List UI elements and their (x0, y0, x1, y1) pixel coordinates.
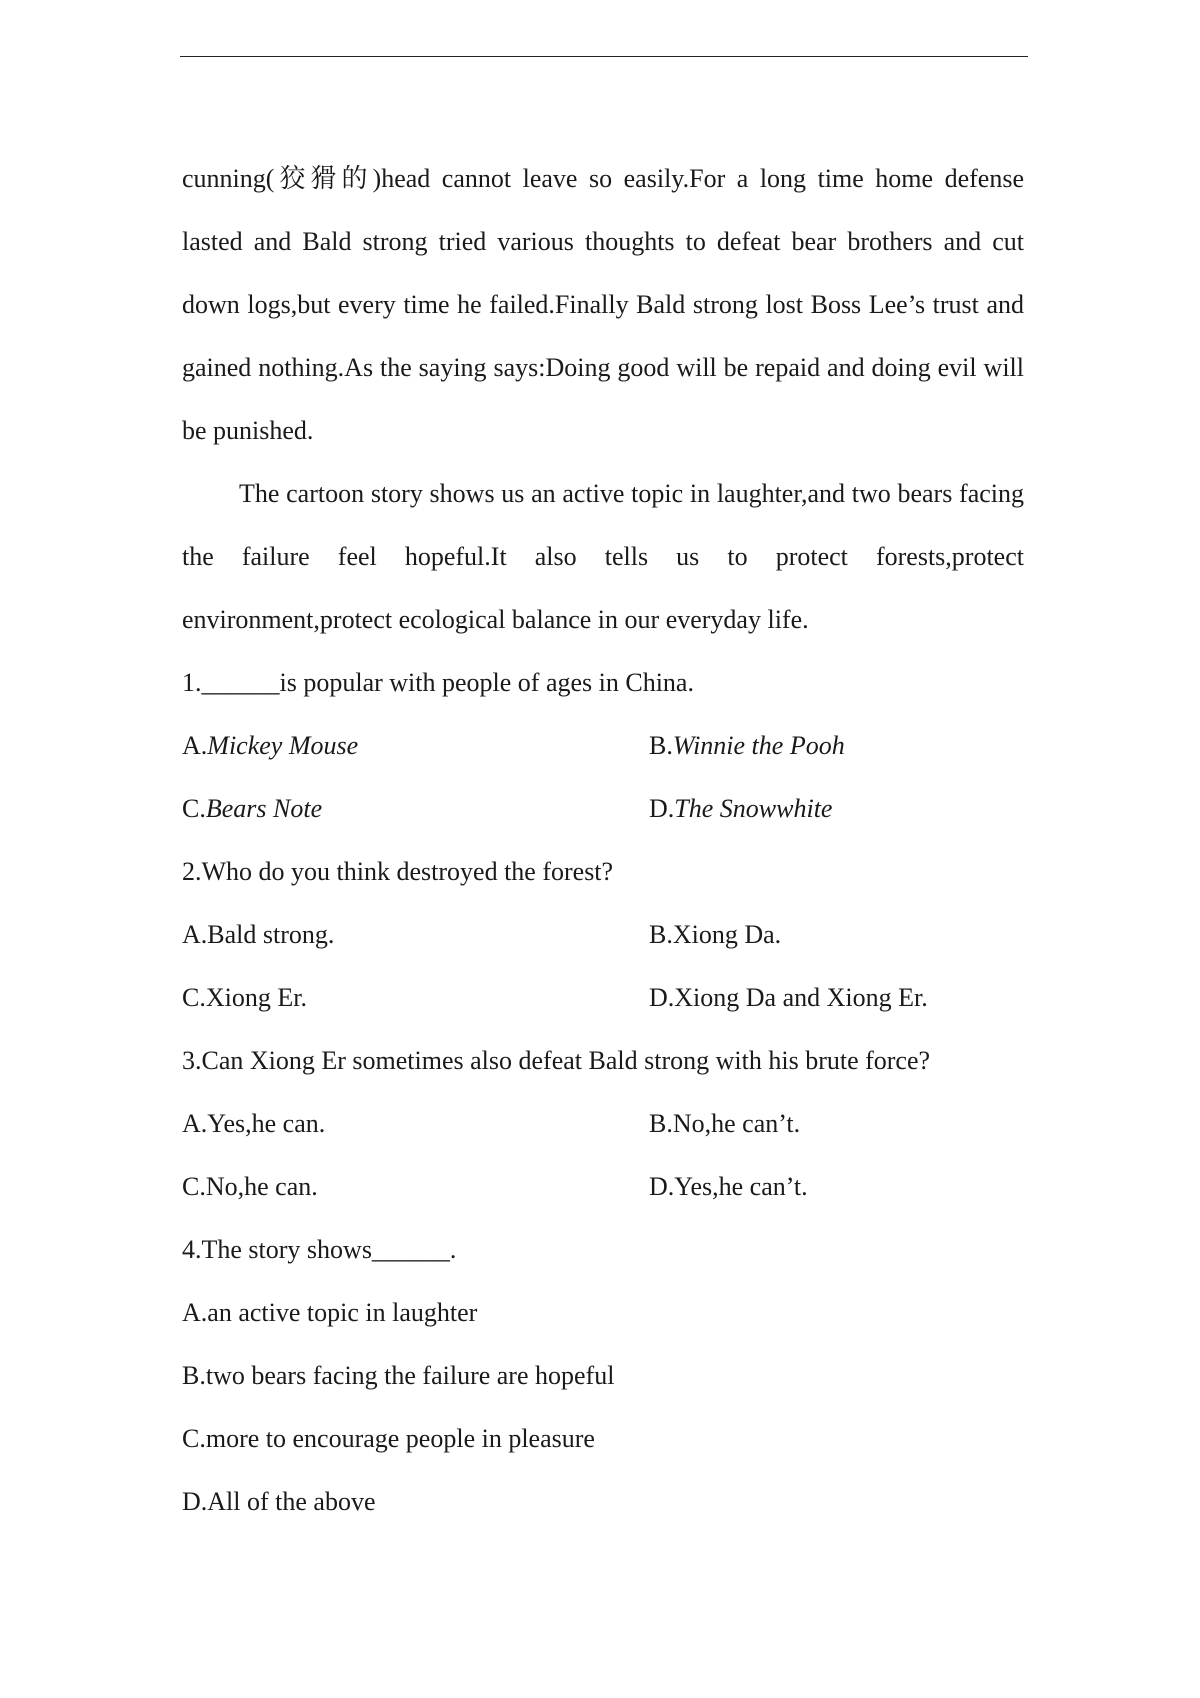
option-text: All of the above (207, 1487, 376, 1516)
question-4-option-a[interactable] (182, 1281, 1024, 1344)
question-3-options-row-1 (182, 1092, 1024, 1155)
question-1-option-a[interactable] (182, 714, 649, 777)
option-text: two bears facing the failure are hopeful (205, 1361, 615, 1390)
option-text: Yes,he can’t. (674, 1172, 808, 1201)
option-text: Bears Note (205, 794, 323, 823)
page-content (182, 147, 1024, 1533)
option-text: an active topic in laughter (207, 1298, 478, 1327)
option-letter: B. (182, 1361, 206, 1390)
option-letter: D. (649, 983, 675, 1012)
option-text: Xiong Da. (672, 920, 782, 949)
question-2-option-d[interactable] (649, 966, 928, 1029)
option-text: No,he can’t. (672, 1109, 801, 1138)
question-2-options-row-1 (182, 903, 1024, 966)
question-4-option-c[interactable] (182, 1407, 1024, 1470)
question-3-options-row-2 (182, 1155, 1024, 1218)
passage-paragraph-1: cunning(狡猾的)head cannot leave so easily.For a long time home defense lasted and Bald strong tried various thoughts to defeat bear brothers and cut down logs,but every time he failed.Finally Bald strong lost Boss Lee’s trust and gained nothing.As the saying says:Doing good will be repaid and doing evil will be punished. (182, 164, 1024, 445)
question-2-stem: 2.Who do you think destroyed the forest? (182, 857, 614, 886)
option-text: The Snowwhite (674, 794, 833, 823)
question-1-option-c[interactable] (182, 777, 649, 840)
option-text: Xiong Da and Xiong Er. (674, 983, 928, 1012)
option-letter: B. (649, 920, 673, 949)
question-2-option-c[interactable] (182, 966, 649, 1029)
option-letter: D. (182, 1487, 208, 1516)
option-letter: C. (182, 1172, 206, 1201)
option-text: Winnie the Pooh (672, 731, 845, 760)
option-letter: B. (649, 731, 673, 760)
option-text: more to encourage people in pleasure (205, 1424, 595, 1453)
question-1-options-row-1 (182, 714, 1024, 777)
question-2-option-b[interactable] (649, 903, 781, 966)
option-letter: B. (649, 1109, 673, 1138)
question-4-option-d[interactable] (182, 1470, 1024, 1533)
question-1-options-row-2 (182, 777, 1024, 840)
question-3-option-a[interactable] (182, 1092, 649, 1155)
option-letter: A. (182, 731, 208, 760)
option-letter: C. (182, 983, 206, 1012)
question-4-stem: 4.The story shows______. (182, 1235, 457, 1264)
option-letter: D. (649, 1172, 675, 1201)
option-letter: D. (649, 794, 675, 823)
option-letter: C. (182, 794, 206, 823)
question-3-option-c[interactable] (182, 1155, 649, 1218)
question-3-option-b[interactable] (649, 1092, 800, 1155)
question-3-stem: 3.Can Xiong Er sometimes also defeat Bald strong with his brute force? (182, 1046, 931, 1075)
option-text: Bald strong. (207, 920, 335, 949)
option-text: No,he can. (205, 1172, 318, 1201)
question-4-option-b[interactable] (182, 1344, 1024, 1407)
option-text: Xiong Er. (205, 983, 307, 1012)
option-letter: A. (182, 1109, 208, 1138)
question-2-options-row-2 (182, 966, 1024, 1029)
question-1-option-b[interactable] (649, 714, 845, 777)
option-text: Yes,he can. (207, 1109, 326, 1138)
passage-paragraph-2: The cartoon story shows us an active topic in laughter,and two bears facing the failure feel hopeful.It also tells us to protect forests,protect environment,protect ecological balance in our everyday life. (182, 479, 1024, 634)
question-3-option-d[interactable] (649, 1155, 808, 1218)
question-1-option-d[interactable] (649, 777, 832, 840)
option-letter: C. (182, 1424, 206, 1453)
question-1-stem: 1.______is popular with people of ages in China. (182, 668, 694, 697)
option-text: Mickey Mouse (207, 731, 359, 760)
option-letter: A. (182, 920, 208, 949)
option-letter: A. (182, 1298, 208, 1327)
question-2-option-a[interactable] (182, 903, 649, 966)
header-rule (180, 56, 1028, 57)
